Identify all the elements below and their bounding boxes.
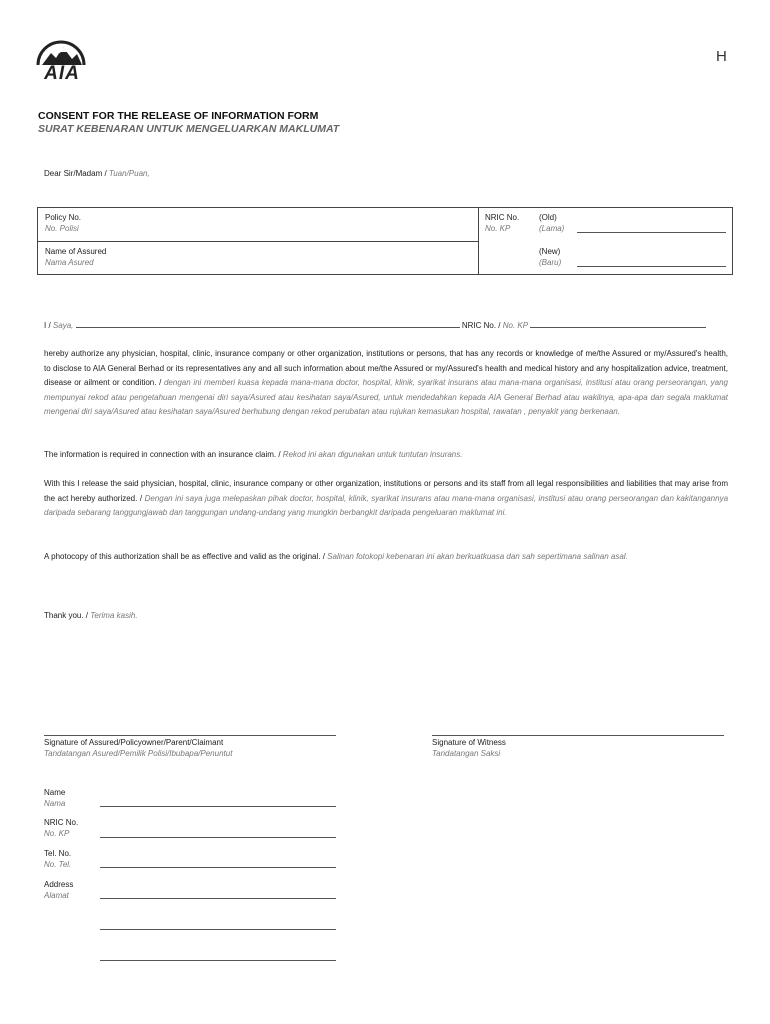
nric-field-label [44,818,78,839]
assured-signature-line[interactable] [44,735,336,736]
nric-new-input-line[interactable] [577,266,726,267]
form-code: H [716,48,727,65]
declaration-nric: NRIC No. / [461,321,501,330]
nric-old-label-group [539,213,564,234]
nric-new-label-group [539,247,561,268]
nric-input-line[interactable] [100,837,336,838]
tel-label-malay: No. Tel. [44,859,72,869]
name-of-assured-label: Name of Assured [45,247,107,256]
declarant-name-input-line[interactable] [76,319,460,328]
witness-nric-label: NRIC No. [44,818,79,827]
thank-you-text-malay: Terima kasih. [90,611,138,620]
name-label-malay: Nama [44,798,66,808]
address-input-line-3[interactable] [100,960,336,961]
name-field-label [44,788,65,809]
assured-signature-label: Signature of Assured/Policyowner/Parent/Claimant [44,738,224,747]
nric-new-label-malay: (Baru) [539,257,562,267]
address-label: Address [44,880,74,889]
nric-label-malay: No. KP [485,223,511,233]
authorization-text: hereby authorize any physician, hospital, clinic, insurance company or other organization, institutions or persons, that has any records or knowledge of me/the Assured or my/Assured's health, to disclose to AIA General Berhad or its representatives any and all such information about me/the Assured or my/Assured's health and medical history and any hospitalization advice, treatment, disease or ailment or condition. / [44,349,728,387]
photocopy-text: A photocopy of this authorization shall be as effective and valid as the original. / [44,552,325,561]
assured-signature-label-malay: Tandatangan Asured/Pemilik Polisi/Ibubapa/Penuntut [44,748,233,758]
declaration-line [44,319,706,332]
nric-label: NRIC No. [485,213,520,222]
greeting-my: Tuan/Puan, [108,169,150,178]
witness-signature-label-group [432,738,506,759]
release-text: With this I release the said physician, hospital, clinic, insurance company or other organization, institutions or persons and its staff from all legal responsibilities and liabilities that may arise from the act hereby authorized. / [44,479,728,503]
address-input-line-1[interactable] [100,898,336,899]
purpose-text-malay: Rekod ini akan digunakan untuk tuntutan insurans. [282,450,463,459]
policy-no-field[interactable] [45,213,81,234]
photocopy-paragraph [44,550,728,565]
witness-signature-label-malay: Tandatangan Saksi [432,748,501,758]
form-title: CONSENT FOR THE RELEASE OF INFORMATION FORM [38,110,319,122]
nric-old-input-line[interactable] [577,232,726,233]
policy-details-box [37,207,733,275]
release-paragraph [44,477,728,521]
authorization-paragraph [44,347,728,420]
greeting [44,169,150,180]
photocopy-text-malay: Salinan fotokopi kebenaran ini akan berkuatkuasa dan sah sepertimana salinan asal. [327,552,628,561]
logo-text: AIA [44,63,80,84]
tel-label: Tel. No. [44,849,72,858]
witness-signature-label: Signature of Witness [432,738,506,747]
nric-old-label: (Old) [539,213,557,222]
name-of-assured-label-malay: Nama Asured [45,257,94,267]
aia-logo [34,35,88,87]
name-label: Name [44,788,66,797]
address-label-malay: Alamat [44,890,69,900]
authorization-text-malay: dengan ini memberi kuasa kepada mana-mana doctor, hospital, klinik, syarikat insurans atau mana-mana organisasi, institusi atau orang perseorangan, yang mempunyai rekod atau pengetahuan mengenai diri saya/Asured atau kesihatan saya/Asured, untuk mendedahkan kepada AIA General Berhad atau wakilnya, apa-apa dan segala maklumat mengenai diri saya/Asured atau kesihatan saya/Asured berhubung dengan rekod perubatan atau rujukan kemasukan hospital, rawatan , penyakit yang berkenaan. [44,378,728,416]
declarant-nric-input-line[interactable] [530,319,706,328]
policy-no-label-malay: No. Polisi [45,223,79,233]
address-field-label [44,880,73,901]
thank-you-text: Thank you. / [44,611,89,620]
form-title-malay: SURAT KEBENARAN UNTUK MENGELUARKAN MAKLUMAT [38,123,340,135]
greeting-en: Dear Sir/Madam / [44,169,107,178]
nric-new-label: (New) [539,247,561,256]
address-input-line-2[interactable] [100,929,336,930]
tel-input-line[interactable] [100,867,336,868]
purpose-text: The information is required in connection with an insurance claim. / [44,450,281,459]
policy-no-label: Policy No. [45,213,82,222]
declaration-i: I / [44,321,51,330]
witness-nric-label-malay: No. KP [44,828,70,838]
name-of-assured-field[interactable] [45,247,106,268]
declaration-i-malay: Saya, [52,321,74,330]
release-text-malay: Dengan ini saya juga melepaskan pihak doctor, hospital, klinik, syarikat insurans atau mana-mana organisasi, institusi atau orang perseorangan dan kakitangannya daripada sebarang tanggungjawab dan tanggungan undang-undang yang mungkin berbangkit daripada pengeluaran maklumat ini. [44,493,729,517]
purpose-paragraph [44,448,728,463]
declaration-nric-malay: No. KP [502,321,529,330]
witness-signature-line[interactable] [432,735,724,736]
name-input-line[interactable] [100,806,336,807]
nric-old-label-malay: (Lama) [539,223,565,233]
tel-field-label [44,849,71,870]
assured-signature-label-group [44,738,232,759]
nric-label-group [485,213,519,234]
thank-you [44,609,728,624]
